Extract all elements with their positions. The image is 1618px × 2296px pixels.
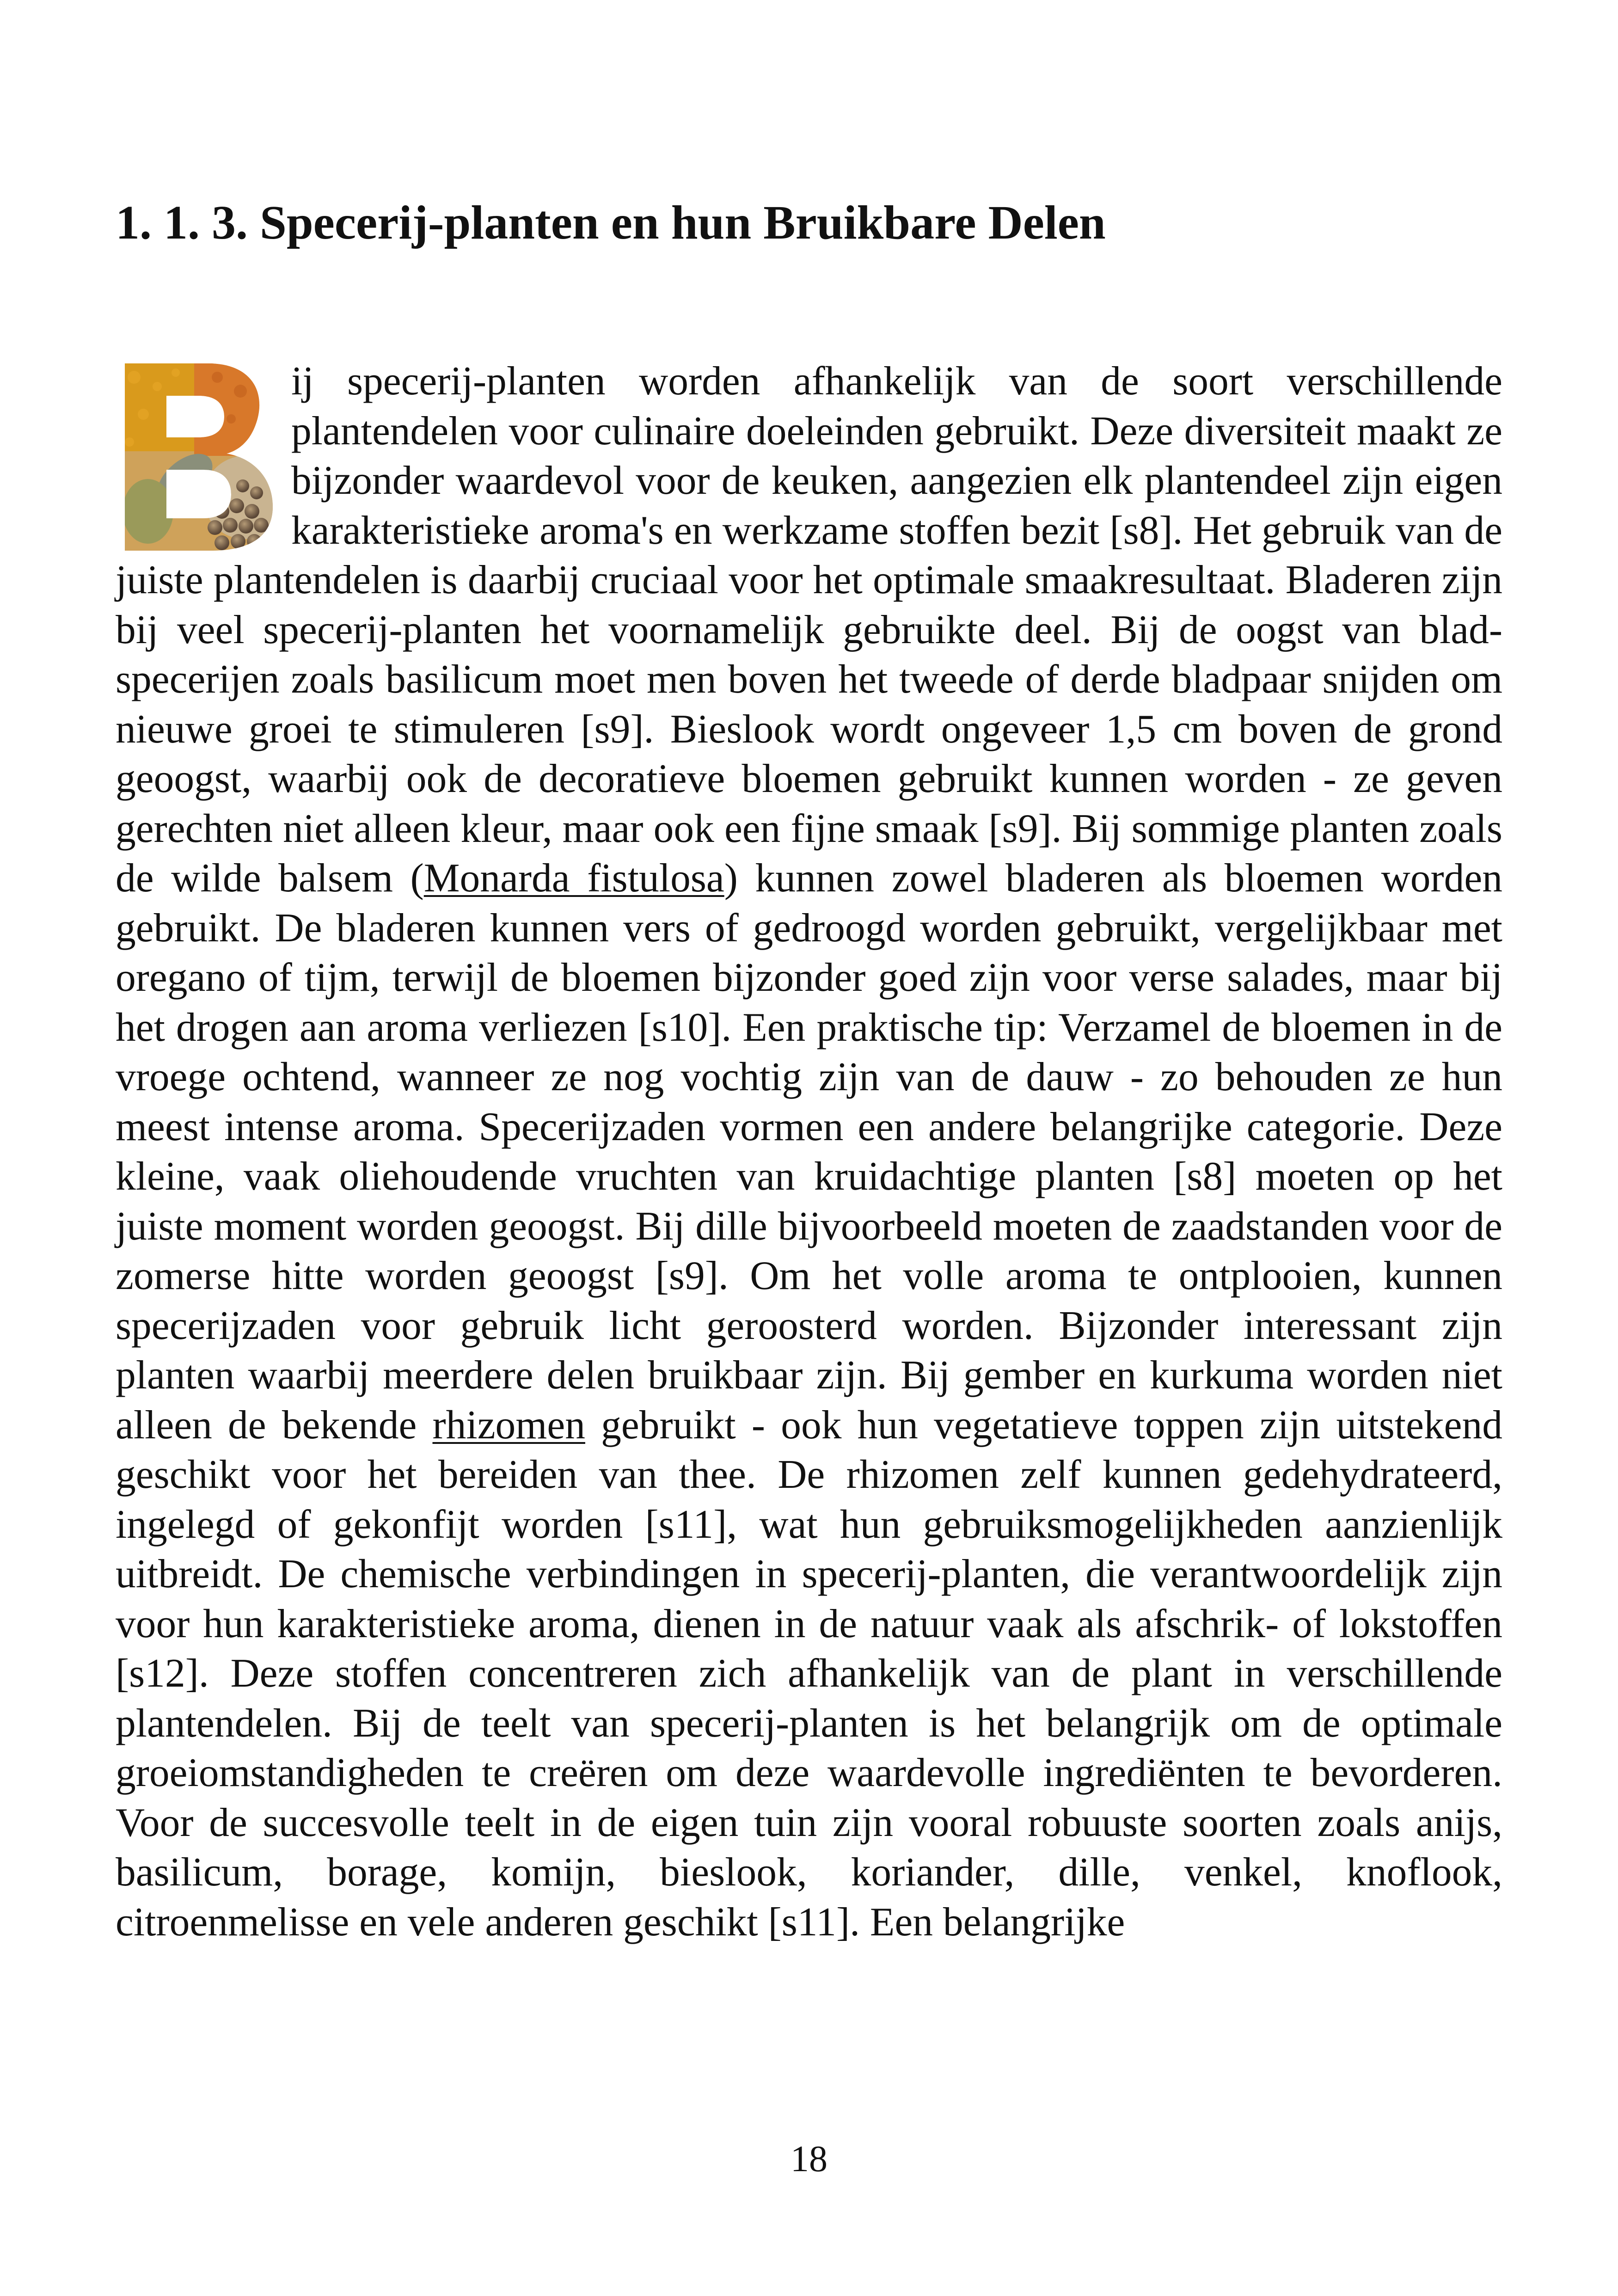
- page-number: 18: [791, 2139, 827, 2179]
- spice-collage-icon: [116, 359, 277, 553]
- paragraph-text-2: ) kunnen zowel bladeren als bloemen worden gebruikt. De bladeren kunnen vers of gedroogd worden gebruikt, vergelijkbaar met oregano of tijm, terwijl de bloemen bijzonder goed zijn voor verse salades, maar bij het drogen aan aroma verliezen [s10]. Een praktische tip: Verzamel de bloemen in de vroege ochtend, wanneer ze nog vochtig zijn van de dauw - zo behouden ze hun meest intense aroma. Specerijzaden vormen een andere belangrijke categorie. Deze kleine, vaak oliehoudende vruchten van kruidachtige planten [s8] moeten op het juiste moment worden geoogst. Bij dille bijvoorbeeld moeten de zaadstanden voor de zomerse hitte worden geoogst [s9]. Om het volle aroma te ontplooien, kunnen specerijzaden voor gebruik licht geroosterd worden. Bijzonder interessant zijn planten waarbij meerdere delen bruikbaar zijn. Bij gember en kurkuma worden niet alleen de bekende: [116, 855, 1503, 1447]
- link-rhizomen[interactable]: rhizomen: [432, 1402, 585, 1447]
- paragraph-text-1: ij specerij-planten worden afhankelijk van de soort verschillende plantendelen voor culinaire doeleinden gebruikt. Deze diversiteit maakt ze bijzonder waardevol voor de keuken, aangezien elk plantendeel zijn eigen karakteristieke aroma's en werkzame stoffen bezit [s8]. Het gebruik van de juiste plantendelen is daarbij cruciaal voor het optimale smaakresultaat. Bladeren zijn bij veel specerij-planten het voornamelijk gebruikte deel. Bij de oogst van blad-specerijen zoals basilicum moet men boven het tweede of derde bladpaar snijden om nieuwe groei te stimuleren [s9]. Bieslook wordt ongeveer 1,5 cm boven de grond geoogst, waarbij ook de decoratieve bloemen gebruikt kunnen worden - ze geven gerechten niet alleen kleur, maar ook een fijne smaak [s9]. Bij sommige planten zoals de wilde balsem (: [116, 358, 1502, 900]
- body-paragraph: [116, 356, 1502, 1946]
- dropcap-b-icon: [116, 356, 277, 555]
- link-monarda-fistulosa[interactable]: Monarda fistulosa: [423, 855, 724, 900]
- section-heading: 1. 1. 3. Specerij-planten en hun Bruikbare Delen: [116, 196, 1106, 249]
- paragraph-text-3: gebruikt - ook hun vegetatieve toppen zijn uitstekend geschikt voor het bereiden van thee. De rhizomen zelf kunnen gedehydrateerd, ingelegd of gekonfijt worden [s11], wat hun gebruiksmogelijkheden aanzienlijk uitbreidt. De chemische verbindingen in specerij-planten, die verantwoordelijk zijn voor hun karakteristieke aroma, dienen in de natuur vaak als afschrik- of lokstoffen [s12]. Deze stoffen concentreren zich afhankelijk van de plant in verschillende plantendelen. Bij de teelt van specerij-planten is het belangrijk om de optimale groeiomstandigheden te creëren om deze waardevolle ingrediënten te bevorderen. Voor de succesvolle teelt in de eigen tuin zijn vooral robuuste soorten zoals anijs, basilicum, borage, komijn, bieslook, koriander, dille, venkel, knoflook, citroenmelisse en vele anderen geschikt [s11]. Een belangrijke: [116, 1402, 1502, 1944]
